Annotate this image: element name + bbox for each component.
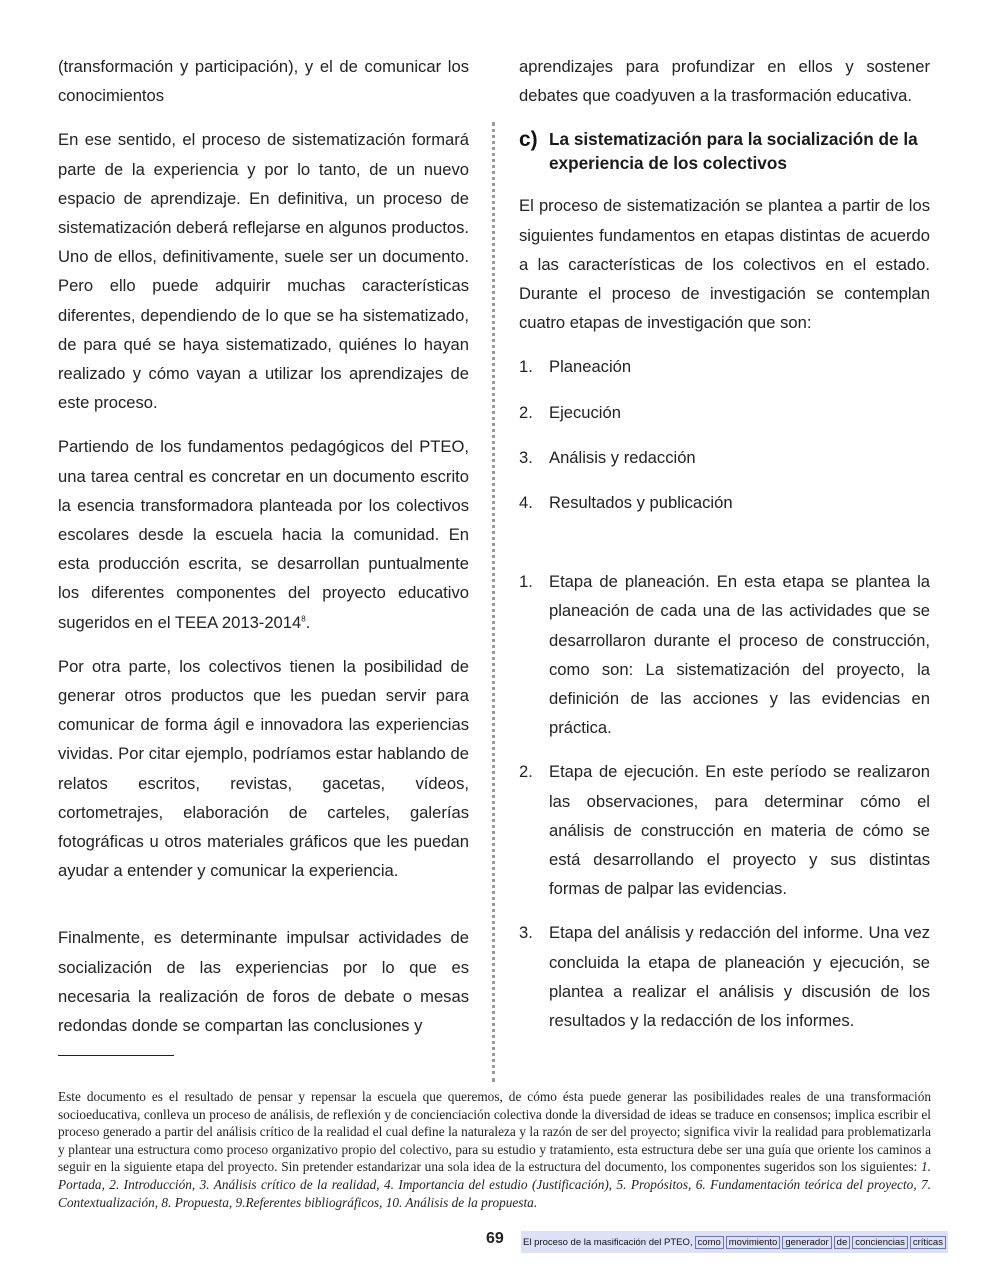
list-item [519, 398, 930, 427]
running-title-word: conciencias [852, 1236, 908, 1249]
footnote-components: 1. Portada, 2. Introducción, 3. Análisis crítico de la realidad, 4. Importancia del estudio (Justificación), 5. Propósitos, 6. Fundamentación teórica del proyecto, 7. Contextualización, 8. Propuesta, 9.Referentes bibliográficos, 10. Análisis de la propuesta. [58, 1159, 931, 1210]
running-title-word: críticas [910, 1236, 946, 1249]
list-text: Etapa de planeación. En esta etapa se plantea la planeación de cada una de las actividades que se desarrollaron durante el proceso de construcción, como son: La sistematización del proyecto, la definición de las acciones y las evidencias en práctica. [549, 572, 930, 738]
running-title-word: generador [782, 1236, 831, 1249]
paragraph-productos: Por otra parte, los colectivos tienen la posibilidad de generar otros productos que les puedan servir para comunicar de forma ágil e innovadora las experiencias vividas. Por citar ejemplo, podríamos estar hablando de relatos escritos, revistas, gacetas, vídeos, cortometrajes, elaboración de carteles, galerías fotográficas u otros materiales gráficos que les puedan ayudar a entender y comunicar la experiencia. [58, 656, 469, 881]
list-item [519, 488, 930, 517]
list-item [519, 918, 930, 1035]
list-text: Planeación [549, 357, 632, 377]
paragraph-socializacion: Finalmente, es determinante impulsar actividades de socialización de las experiencias por lo que es necesaria la realización de foros de debate o mesas redondas donde se compartan las conclusiones y [58, 928, 469, 1036]
list-number: 4. [519, 493, 533, 513]
paragraph-proceso: El proceso de sistematización se plantea a partir de los siguientes fundamentos en etapas distintas de acuerdo a las características de los colectivos en el estado. Durante el proceso de investigación se contemplan cuatro etapas de investigación que son: [519, 196, 930, 333]
list-text: Etapa del análisis y redacción del informe. Una vez concluida la etapa de planeación y ejecución, se plantea a realizar el análisis y discusión de los resultados y la redacción de los informes. [549, 923, 930, 1031]
stages-list [519, 352, 930, 517]
footnote-text: Este documento es el resultado de pensar y repensar la escuela que queremos, de cómo ésta puede generar las posibilidades reales de una transformación socioeducativa, conlleva un proceso de análisis, de reflexión y de concienciación colectiva donde la diversidad de ideas se traduce en consensos; implica escribir el proceso generado a partir del análisis crítico de la realidad el cual define la naturaleza y la razón de ser del proyecto; significa vivir la realidad para problematizarla y plantear una estructura como proceso organizativo propio del colectivo, para su estudio y tratamiento, esta estructura debe ser una guía que oriente los caminos a seguir en la siguiente etapa del proyecto. Sin pretender estandarizar una sola idea de la estructura del documento, los componentes sugeridos son los siguientes: [58, 1089, 931, 1175]
paragraph-fundamentos-text: Partiendo de los fundamentos pedagógicos del PTEO, una tarea central es concretar en un documento escrito la esencia transformadora planteada por los colectivos escolares desde la escuela hacia la comunidad. En esta producción escrita, se desarrollan puntualmente los diferentes componentes del proyecto educativo sugeridos en el TEEA 2013-2014 [58, 437, 469, 632]
footnote-reference[interactable]: 8 [301, 614, 306, 624]
list-item [519, 443, 930, 472]
page-number: 69 [486, 1230, 504, 1247]
list-text: Resultados y publicación [549, 493, 733, 513]
paragraph-sistematizacion: En ese sentido, el proceso de sistematización formará parte de la experiencia y por lo tanto, de un nuevo espacio de aprendizaje. En definitiva, un proceso de sistematización deberá reflejarse en algunos productos. Uno de ellos, definitivamente, suele ser un documento. Pero ello puede adquirir muchas características diferentes, dependiendo de lo que se ha sistematizado, de para qué se haya sistematizado, quiénes lo hayan realizado y cómo vayan a utilizar los aprendizajes de este proceso. [58, 130, 469, 413]
list-number: 3. [519, 447, 533, 467]
list-number: 1. [519, 572, 533, 592]
stage-details-list [519, 567, 930, 1035]
list-number: 3. [519, 923, 533, 943]
paragraph-fundamentos [58, 432, 469, 636]
list-text: Análisis y redacción [549, 447, 696, 467]
paragraph-transformacion: (transformación y participación), y el de comunicar los conocimientos [58, 57, 469, 106]
section-letter: c) [519, 128, 538, 152]
right-column [519, 52, 930, 1050]
section-heading [519, 128, 930, 175]
list-item [519, 352, 930, 381]
running-title-word: como [695, 1236, 724, 1249]
running-footer [521, 1231, 948, 1253]
running-title-word: movimiento [726, 1236, 781, 1249]
column-divider [492, 122, 495, 1082]
section-title: La sistematización para la socialización de la experiencia de los colectivos [549, 129, 918, 173]
footnote [58, 1088, 931, 1211]
paragraph-fundamentos-end: . [305, 612, 311, 632]
list-text: Etapa de ejecución. En este período se realizaron las observaciones, para determinar cómo el análisis de construcción en materia de cómo se está desarrollando el proyecto y sus distintas formas de palpar las evidencias. [549, 762, 930, 899]
list-number: 2. [519, 402, 533, 422]
paragraph-aprendizajes: aprendizajes para profundizar en ellos y sostener debates que coadyuven a la trasformación educativa. [519, 57, 930, 106]
running-title-word: de [834, 1236, 851, 1249]
list-text: Ejecución [549, 402, 621, 422]
list-item [519, 757, 930, 903]
running-title: El proceso de la masificación del PTEO, [523, 1236, 693, 1248]
list-number: 1. [519, 357, 533, 377]
footnote-separator [58, 1055, 174, 1056]
list-item [519, 567, 930, 742]
list-number: 2. [519, 762, 533, 782]
left-column [58, 52, 469, 1056]
